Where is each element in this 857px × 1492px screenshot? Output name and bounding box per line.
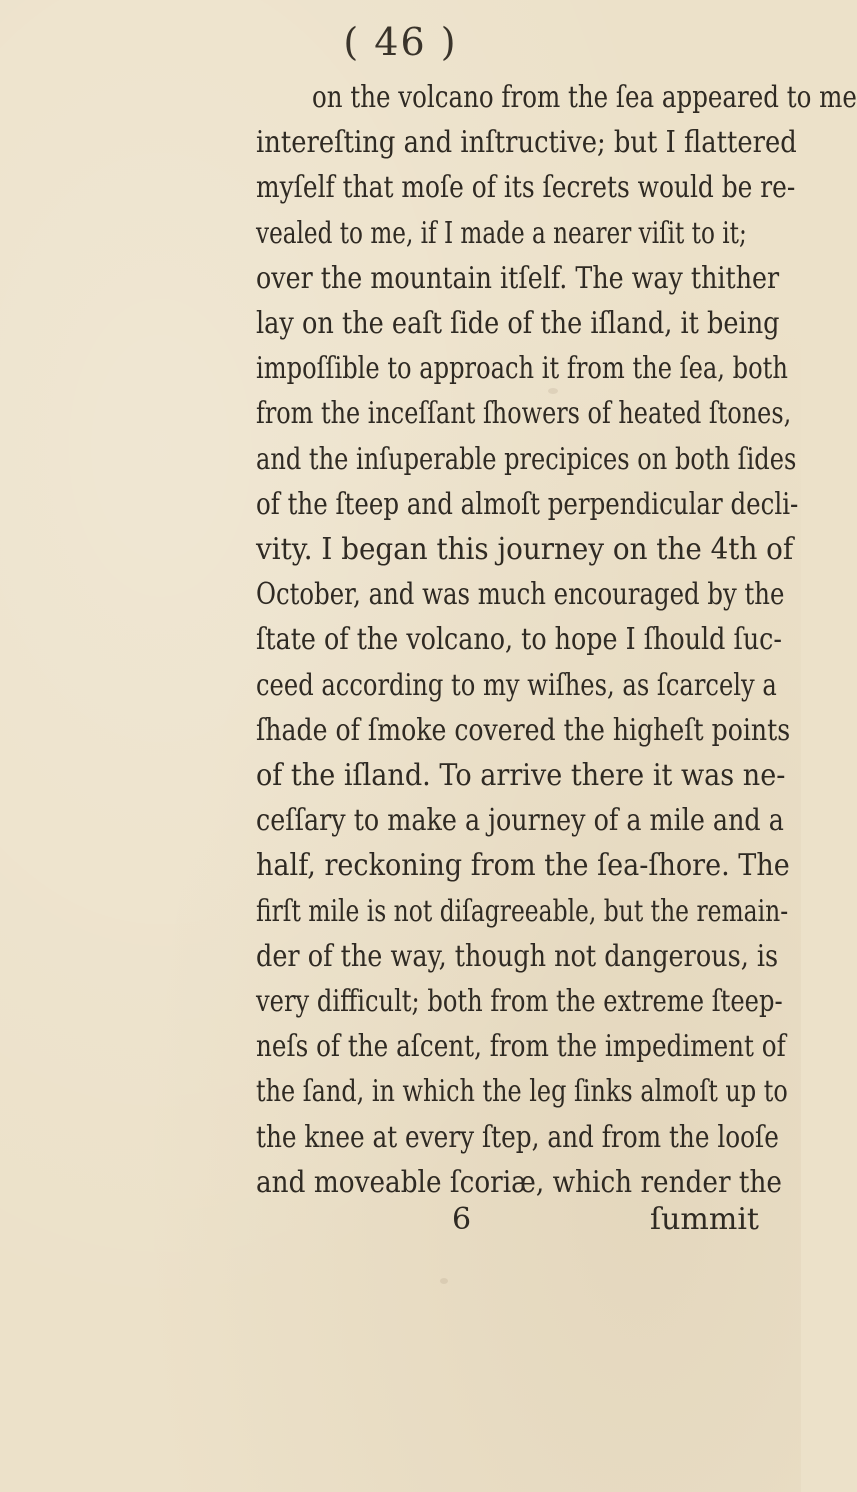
- text-line: ceed according to my wiſhes, as ſcarcely a: [256, 667, 777, 703]
- text-line: vity. I began this journey on the 4th of: [256, 532, 794, 567]
- text-line: neſs of the aſcent, from the impediment of: [256, 1029, 786, 1065]
- text-line: der of the way, though not dangerous, is: [256, 938, 779, 974]
- text-line: ceſſary to make a journey of a mile and a: [256, 803, 784, 839]
- ink-spot: [440, 1278, 448, 1284]
- text-line: of the iſland. To arrive there it was ne-: [256, 758, 786, 793]
- text-line: ſhade of ſmoke covered the higheſt points: [256, 712, 791, 748]
- text-line: the ſand, in which the leg ſinks almoſt up to: [256, 1074, 788, 1110]
- text-line: myſelf that moſe of its ſecrets would be re-: [256, 170, 796, 206]
- text-line: from the inceſſant ſhowers of heated ſtones,: [256, 396, 792, 432]
- text-line: the knee at every ſtep, and from the looſe: [256, 1119, 779, 1155]
- text-line: over the mountain itſelf. The way thither: [256, 260, 780, 296]
- catchword: ſummit: [650, 1202, 759, 1237]
- ink-spot: [548, 388, 558, 394]
- text-line: ſtate of the volcano, to hope I ſhould ſuc-: [256, 622, 782, 658]
- text-line: firſt mile is not diſagreeable, but the remain-: [256, 893, 789, 929]
- text-line: intereſting and inſtructive; but I flattered: [256, 125, 797, 161]
- text-line: and the inſuperable precipices on both ſides: [256, 441, 797, 477]
- text-line: very difficult; both from the extreme ſteep-: [256, 984, 783, 1019]
- page-number-header: ( 46 ): [343, 20, 458, 64]
- text-line: October, and was much encouraged by the: [256, 577, 785, 613]
- text-line: lay on the eaſt ſide of the iſland, it being: [256, 306, 780, 341]
- text-line: vealed to me, if I made a nearer viſit to it;: [256, 215, 747, 251]
- signature-mark: 6: [452, 1202, 472, 1237]
- text-line: impoſſible to approach it from the ſea, both: [256, 351, 788, 387]
- text-line: and moveable ſcoriæ, which render the: [256, 1164, 782, 1200]
- text-line: on the volcano from the ſea appeared to me: [312, 80, 857, 115]
- text-line: of the ſteep and almoſt perpendicular decli-: [256, 486, 799, 522]
- text-line: half, reckoning from the ſea-ſhore. The: [256, 848, 790, 884]
